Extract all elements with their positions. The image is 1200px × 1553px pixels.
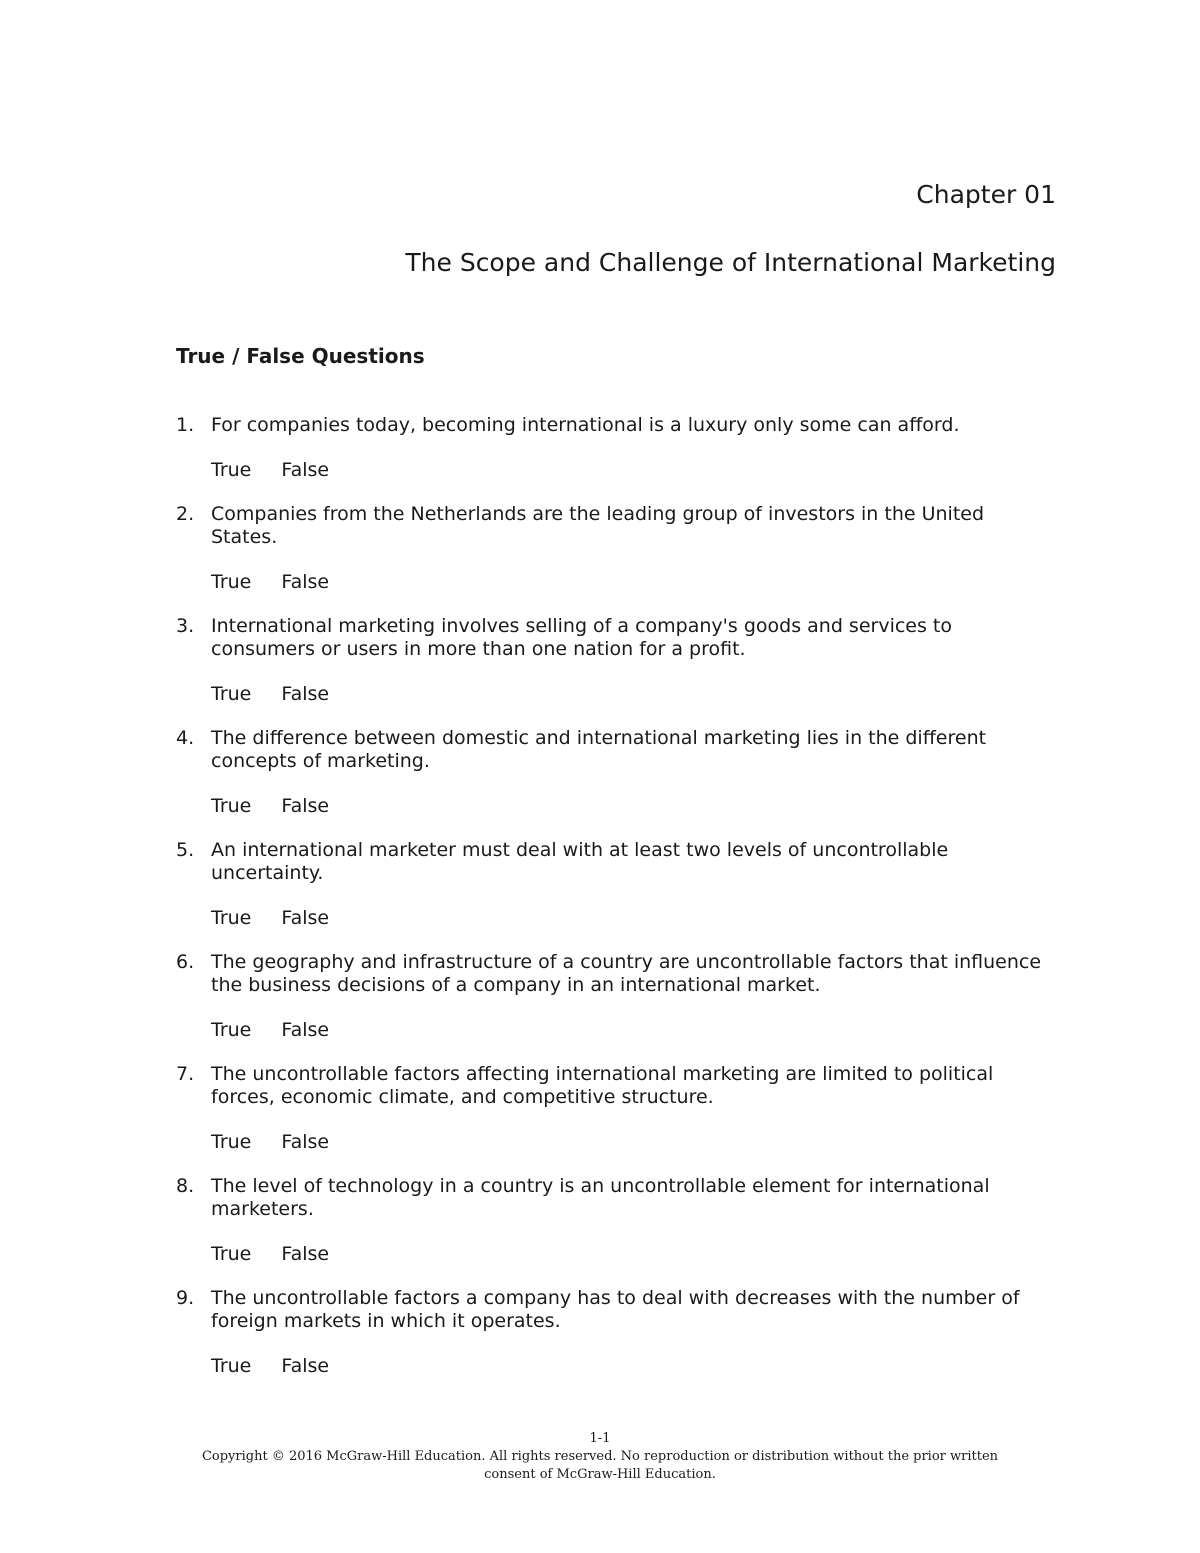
- page-footer: [0, 1430, 1200, 1484]
- question-number: 8.: [176, 1175, 195, 1197]
- question-number: 7.: [176, 1063, 195, 1085]
- question-item: [176, 727, 1056, 818]
- question-item: [176, 1287, 1056, 1378]
- question-number: 9.: [176, 1287, 195, 1309]
- answer-options: [211, 571, 1056, 594]
- answer-true: True: [211, 1355, 252, 1377]
- answer-options: [211, 683, 1056, 706]
- question-text: Companies from the Netherlands are the leading group of investors in the United States.: [211, 503, 985, 548]
- question-number: 3.: [176, 615, 195, 637]
- question-text: An international marketer must deal with at least two levels of uncontrollable uncertainty.: [211, 839, 949, 884]
- answer-false: False: [281, 459, 330, 481]
- question-number: 4.: [176, 727, 195, 749]
- page-number: 1-1: [589, 1431, 611, 1446]
- question-item: [176, 839, 1056, 930]
- answer-options: [211, 1355, 1056, 1378]
- question-item: [176, 1175, 1056, 1266]
- answer-false: False: [281, 1243, 330, 1265]
- question-text: For companies today, becoming international is a luxury only some can afford.: [211, 414, 960, 436]
- question-text: International marketing involves selling of a company's goods and services to consumers or users in more than one nation for a profit.: [211, 615, 952, 660]
- chapter-title: The Scope and Challenge of International Marketing: [405, 248, 1056, 277]
- question-item: [176, 1063, 1056, 1154]
- answer-options: [211, 1243, 1056, 1266]
- question-number: 1.: [176, 414, 195, 436]
- answer-false: False: [281, 1131, 330, 1153]
- answer-options: [211, 459, 1056, 482]
- question-item: [176, 951, 1056, 1042]
- chapter-heading: Chapter 01: [916, 180, 1056, 209]
- question-text: The geography and infrastructure of a country are uncontrollable factors that influence the business decisions of a company in an international market.: [211, 951, 1042, 996]
- copyright-notice: Copyright © 2016 McGraw-Hill Education. All rights reserved. No reproduction or distribution without the prior written consent of McGraw-Hill Education.: [201, 1449, 999, 1482]
- question-item: [176, 503, 1056, 594]
- answer-false: False: [281, 1355, 330, 1377]
- answer-true: True: [211, 795, 252, 817]
- answer-false: False: [281, 1019, 330, 1041]
- answer-true: True: [211, 459, 252, 481]
- question-text: The difference between domestic and international marketing lies in the different concepts of marketing.: [211, 727, 987, 772]
- answer-options: [211, 795, 1056, 818]
- question-number: 2.: [176, 503, 195, 525]
- answer-true: True: [211, 1131, 252, 1153]
- question-item: [176, 414, 1056, 482]
- answer-false: False: [281, 683, 330, 705]
- question-text: The uncontrollable factors affecting international marketing are limited to political forces, economic climate, and competitive structure.: [211, 1063, 994, 1108]
- question-item: [176, 615, 1056, 706]
- answer-true: True: [211, 571, 252, 593]
- question-number: 6.: [176, 951, 195, 973]
- answer-false: False: [281, 907, 330, 929]
- answer-true: True: [211, 683, 252, 705]
- answer-options: [211, 1019, 1056, 1042]
- answer-false: False: [281, 795, 330, 817]
- question-text: The level of technology in a country is an uncontrollable element for international marketers.: [211, 1175, 990, 1220]
- question-text: The uncontrollable factors a company has to deal with decreases with the number of foreign markets in which it operates.: [211, 1287, 1020, 1332]
- answer-true: True: [211, 1019, 252, 1041]
- answer-options: [211, 907, 1056, 930]
- question-list: [176, 414, 1056, 1399]
- answer-true: True: [211, 1243, 252, 1265]
- answer-true: True: [211, 907, 252, 929]
- answer-false: False: [281, 571, 330, 593]
- question-number: 5.: [176, 839, 195, 861]
- answer-options: [211, 1131, 1056, 1154]
- section-heading: True / False Questions: [176, 344, 425, 368]
